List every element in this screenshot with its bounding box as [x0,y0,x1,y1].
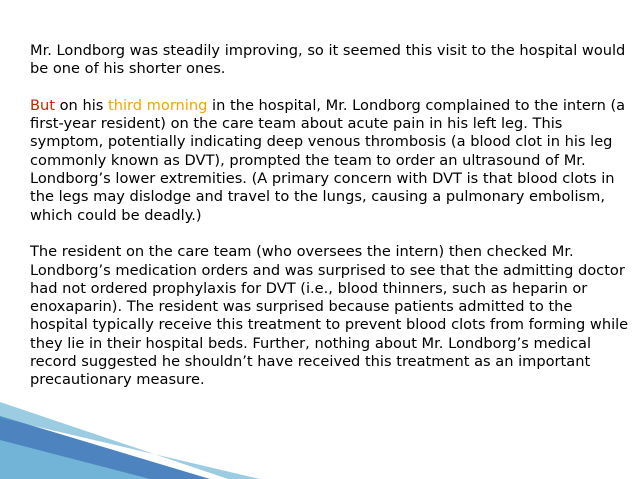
paragraph-improving: Mr. Londborg was steadily improving, so it seemed this visit to the hospital would be one of his shorter ones. [30,42,626,78]
text-on-his: on his [54,96,108,114]
paragraph-leg-pain [30,97,630,225]
slide-body [30,42,630,408]
text-but-red: But [30,96,55,114]
paragraph-resident-check: The resident on the care team (who oversees the intern) then checked Mr. Londborg’s medication orders and was surprised to see that the admitting doctor had not ordered prophylaxis for DVT (i.e., blood thinners, such as heparin or enoxaparin). The resident was surprised because patients admitted to the hospital typically receive this treatment to prevent blood clots from forming while they lie in their hospital beds. Further, nothing about Mr. Londborg’s medical record suggested he shouldn’t have received this treatment as an important precautionary measure. [30,243,629,389]
text-leg-pain-rest: in the hospital, Mr. Londborg complained to the intern (a first-year resident) on the care team about acute pain in his left leg. This symptom, potentially indicating deep venous thrombosis (a blood clot in his leg commonly known as DVT), prompted the team to order an ultrasound of Mr. Londborg’s lower extremities. (A primary concern with DVT is that blood clots in the legs may dislodge and travel to the lungs, causing a pulmonary embolism, which could be deadly.) [30,96,626,224]
text-third-morning-orange: third morning [108,96,208,114]
